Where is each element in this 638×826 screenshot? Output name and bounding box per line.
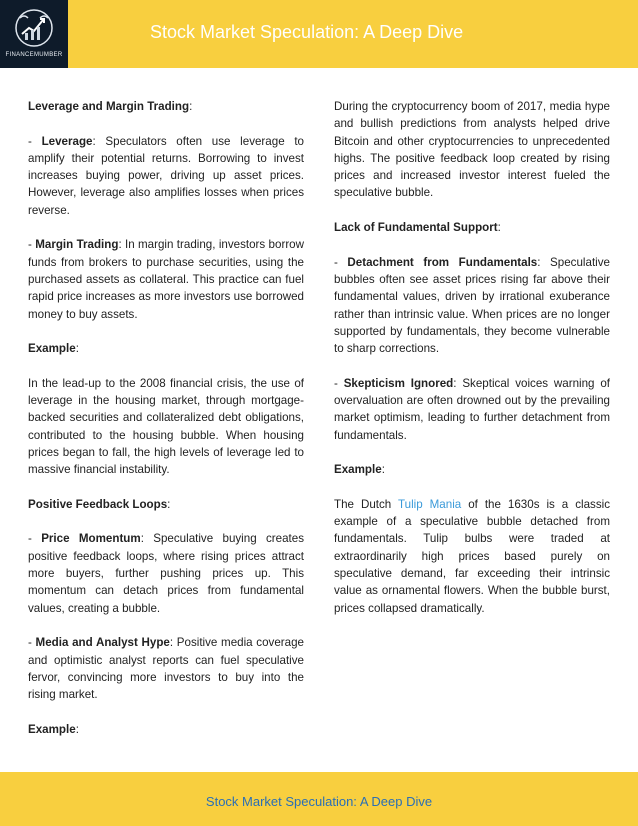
paragraph-crypto-boom: During the cryptocurrency boom of 2017, media hype and bullish predictions from analysts helped drive Bitcoin and other cryptocurrencies to unprecedented highs. The positive feedback loop created by rising prices and increased investor interest fueled the speculative bubble. [334,100,610,200]
left-column [28,98,304,755]
paragraph-leverage: - Leverage: Speculators often use leverage to amplify their potential returns. Borrowing to invest increases buying power, driving up asset prices. However, leverage also amplifies losses when prices reverse. [28,134,304,217]
footer-bar [0,772,638,826]
heading-example-1: Example: [28,342,79,356]
heading-leverage: Leverage and Margin Trading: [28,100,193,113]
paragraph-media-hype: - Media and Analyst Hype: Positive media coverage and optimistic analyst reports can fuel speculative fervor, convincing more investors to buy into the rising market. [28,636,304,702]
heading-fundamental-support: Lack of Fundamental Support: [334,221,501,235]
bull-chart-icon [12,6,56,50]
heading-example-2: Example: [28,722,79,736]
heading-example-3: Example: [334,463,385,477]
heading-feedback-loops: Positive Feedback Loops: [28,497,171,511]
paragraph-example-2008: In the lead-up to the 2008 financial crisis, the use of leverage in the housing market, through mortgage-backed securities and collateralized debt obligations, contributed to the housing bubble. When housing prices began to fall, the high levels of leverage led to massive financial instability. [28,376,304,477]
logo-text: FINANCEMUMBER [5,52,63,58]
right-column [334,98,610,634]
logo[interactable] [0,0,68,68]
footer-title: Stock Market Speculation: A Deep Dive [205,794,433,809]
paragraph-skepticism: - Skepticism Ignored: Skeptical voices warning of overvaluation are often drowned out by the prevailing market optimism, leading to further detachment from fundamentals. [334,376,610,442]
header-bar [0,0,638,68]
header-title: Stock Market Speculation: A Deep Dive [150,22,464,42]
paragraph-tulip-mania: The Dutch Tulip Mania of the 1630s is a classic example of a speculative bubble detached from fundamentals. Tulip bulbs were traded at extraordinarily high prices based purely on speculative demand, far exceeding their intrinsic value as ornamental flowers. When the bubble burst, prices collapsed dramatically. [334,497,611,615]
tulip-mania-link[interactable]: Tulip Mania [397,497,462,511]
paragraph-price-momentum: - Price Momentum: Speculative buying creates positive feedback loops, where rising prices attract more buyers, further pushing prices up. This momentum can detach prices from fundamental values, creating a bubble. [28,532,304,615]
paragraph-detachment: - Detachment from Fundamentals: Speculative bubbles often see asset prices rising far above their fundamental values, driven by irrational exuberance rather than intrinsic value. When prices are no longer supported by fundamentals, they become vulnerable to sharp corrections. [334,255,610,356]
paragraph-margin-trading: - Margin Trading: In margin trading, investors borrow funds from brokers to purchase securities, using the purchased assets as collateral. This practice can fuel rapid price increases as more investors use borrowed money to buy assets. [28,238,304,321]
